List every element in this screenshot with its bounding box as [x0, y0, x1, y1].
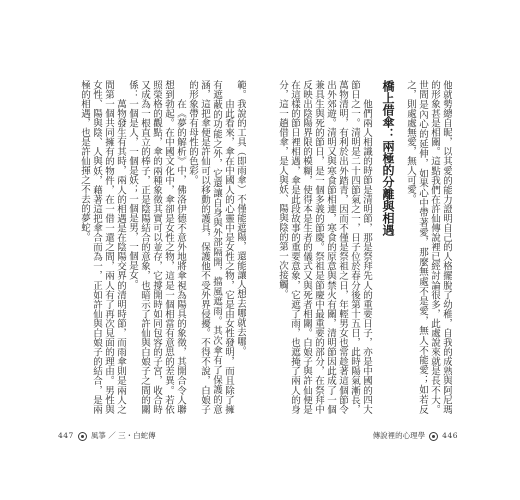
left-page-text [56, 80, 246, 414]
paragraph: 他們兩人相識的時節是清明節，那是祭拜先人的重要日子，亦是中國的四大節日之一。清明是二十四節氣之一，日子位於春分後第十五日，此時陽氣漸長，萬物清明，有利於出外踏青，因而不僅是祭祖之日，年輕男女也常趁著這個節令出外郊遊。清明又與寒食節相連，寒食的原意與禁火有關，清明節因此成了一個兼具生與死的節日，是一個多義的節慶。祭祖是節慶中最重要的部分，在祭拜中反映出陰陽界限的模糊，使得本是生者的儀式又與死者相關。白娘子與許仙便是在這樣的節日裡相遇，傘是此段故事的重要意象，它遮了雨，也遮掩了兩人的身分，這一趟借傘，是人與妖、陽與陰的第一次接觸。 [277, 80, 372, 414]
page-emblem-icon [78, 432, 87, 441]
paragraph: 萬物發生有其時，兩人的相遇是在陰陽交界的清明時節，而雨傘則是兩人之間第一個共同擁有的物件，在一借一還之間，兩人有了再次見面的理由。男性與女性、陽與陰、人與妖，藉著這把傘合而為一，正如許仙與白娘子的結合，是兩極的相遇，也是許仙揮之不去的夢蛇。 [79, 80, 126, 414]
running-title: 傳說裡的心理學 [372, 431, 426, 440]
paragraph: 在《夢的解析》中，佛洛伊德不意外地將傘視為陽具的象徵，其開合令人聯想到勃起。在中國文化中，傘卻是女性之物，這是一個相當有意思的差異。若依照榮格的觀點，傘的兩種象徵其實可以並存，它撐開時如同包容的子宮，收合時又成為一根直立的棒子，正是陰陽結合的意象，也暗示了許仙與白娘子之間的關係：一個是人，一個是妖；一個是男，一個是女。 [127, 80, 186, 414]
right-page-text [265, 80, 452, 414]
left-page-footer [58, 431, 156, 441]
paragraph: 範。我說的工具（即雨傘）不僅能遮陽，還能讓人想去哪就去哪。 [235, 80, 246, 356]
right-page-footer [373, 431, 458, 441]
page-number: 447 [58, 431, 74, 440]
page-number: 446 [442, 431, 458, 440]
page-emblem-icon [429, 432, 438, 441]
paragraph: 他就勢總自昵，以其愛的能力證明自己的人格擺脫了幼稚，自我的成熟與阿尼瑪的形象甚是相關。這點我們在許仙傳說裡已經討論很多，此處說來就是長不大。世間是內心的延伸，如果心中帶著愛，那麼無處不是愛，無人不能愛；如若反之，則處處無愛，無人可愛。 [405, 80, 452, 414]
running-title: 風箏 ／ 三・白蛇傳 [90, 431, 156, 440]
paragraph: 由此看來，傘在中國人的心靈中是女性之物，它是由女性發明，而且除了擁有遮蔽的功能之外，它還讓自身與外部隔開，擋風遮雨。其次傘有了保護的意涵，這把傘便是許仙可以移動的護具，保護他不受外界侵擾。不得不說，白娘子的形象帶有母性的色彩。 [187, 80, 234, 414]
section-heading: 橋上借傘：兩極的分離與相遇 [381, 80, 395, 236]
